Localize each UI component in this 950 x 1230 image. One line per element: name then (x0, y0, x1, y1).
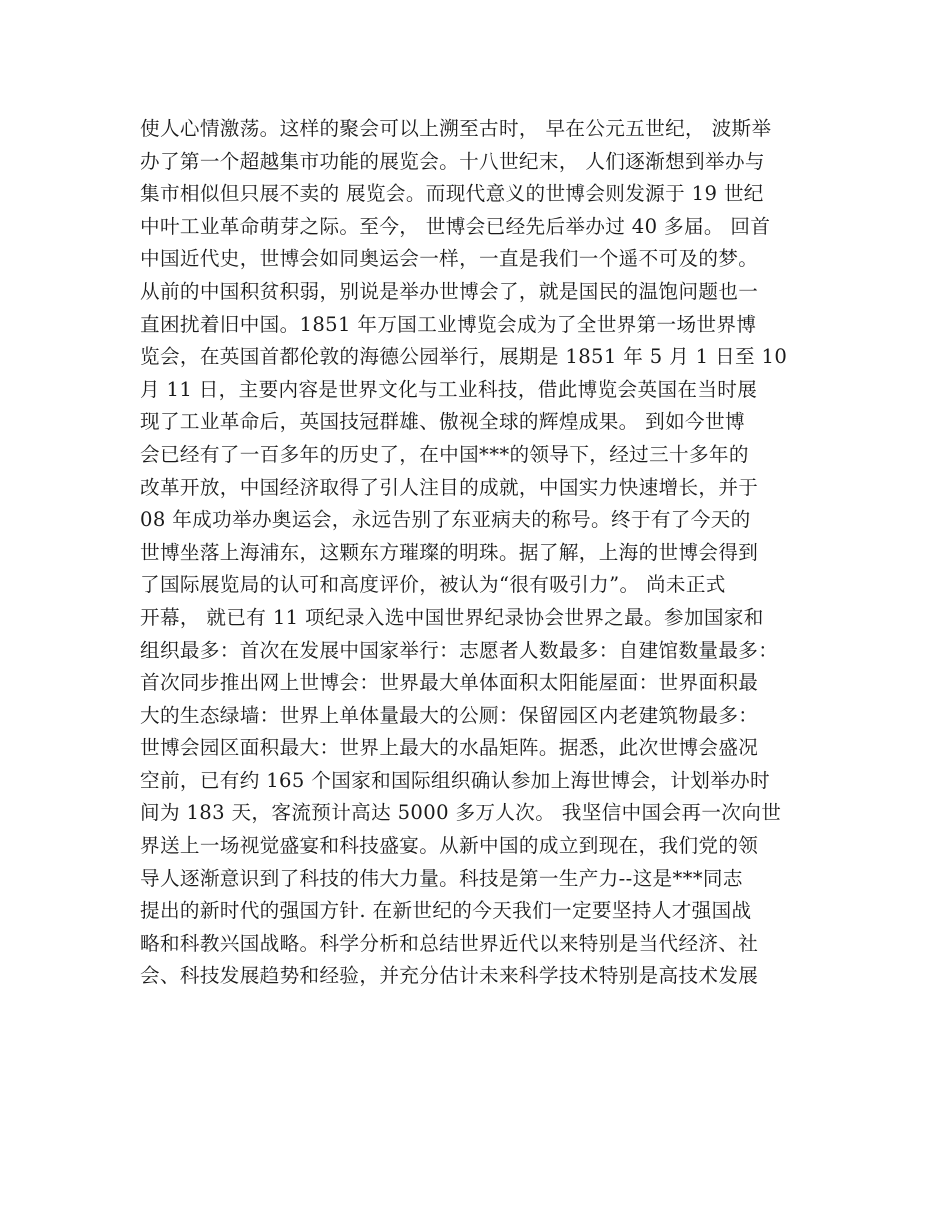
text-line: 览会，在英国首都伦敦的海德公园举行，展期是 1851 年 5 月 1 日至 10 (140, 345, 788, 369)
text-line: 世博坐落上海浦东，这颗东方璀璨的明珠。据了解，上海的世博会得到 (140, 540, 759, 564)
text-line: 直困扰着旧中国。1851 年万国工业博览会成为了全世界第一场世界博 (140, 312, 757, 336)
text-line: 办了第一个超越集市功能的展览会。十八世纪末， 人们逐渐想到举办与 (140, 149, 765, 173)
text-line: 世博会园区面积最大：世界上最大的水晶矩阵。据悉，此次世博会盛况 (140, 736, 759, 760)
text-line: 集市相似但只展不卖的 展览会。而现代意义的世博会则发源于 19 世纪 (140, 182, 764, 206)
text-line: 使人心情激荡。这样的聚会可以上溯至古时， 早在公元五世纪， 波斯举 (140, 117, 772, 140)
text-line: 月 11 日，主要内容是世界文化与工业科技，借此博览会英国在当时展 (140, 377, 758, 401)
text-line: 会已经有了一百多年的历史了，在中国***的领导下，经过三十多年的 (140, 442, 749, 466)
text-line: 间为 183 天，客流预计高达 5000 多万人次。 我坚信中国会再一次向世 (140, 801, 782, 825)
text-line: 导人逐渐意识到了科技的伟大力量。科技是第一生产力--这是***同志 (140, 866, 743, 890)
text-line: 从前的中国积贫积弱，别说是举办世博会了，就是国民的温饱问题也一 (140, 279, 759, 303)
text-line: 略和科教兴国战略。科学分析和总结世界近代以来特别是当代经济、社 (140, 931, 759, 955)
text-line: 现了工业革命后，英国技冠群雄、傲视全球的辉煌成果。 到如今世博 (140, 410, 745, 434)
body-paragraph (140, 113, 830, 993)
text-line: 开幕， 就已有 11 项纪录入选中国世界纪录协会世界之最。参加国家和 (140, 605, 764, 629)
text-line: 中国近代史，世博会如同奥运会一样，一直是我们一个遥不可及的梦。 (140, 247, 759, 271)
text-line: 中叶工业革命萌芽之际。至今， 世博会已经先后举办过 40 多届。 回首 (140, 214, 771, 238)
text-line: 会、科技发展趋势和经验，并充分估计未来科学技术特别是高技术发展 (140, 964, 759, 988)
text-line: 大的生态绿墙：世界上单体量最大的公厕：保留园区内老建筑物最多： (140, 703, 759, 727)
text-line: 组织最多：首次在发展中国家举行：志愿者人数最多：自建馆数量最多： (140, 638, 779, 662)
text-line: 界送上一场视觉盛宴和科技盛宴。从新中国的成立到现在，我们党的领 (140, 834, 759, 858)
text-line: 提出的新时代的强国方针. 在新世纪的今天我们一定要坚持人才强国战 (140, 899, 752, 923)
text-line: 空前，已有约 165 个国家和国际组织确认参加上海世博会，计划举办时 (140, 768, 770, 792)
text-line: 改革开放，中国经济取得了引人注目的成就，中国实力快速增长，并于 (140, 475, 759, 499)
text-line: 了国际展览局的认可和高度评价，被认为“很有吸引力”。 尚未正式 (140, 573, 726, 597)
text-line: 首次同步推出网上世博会：世界最大单体面积太阳能屋面：世界面积最 (140, 671, 759, 695)
text-line: 08 年成功举办奥运会，永远告别了东亚病夫的称号。终于有了今天的 (140, 508, 751, 532)
